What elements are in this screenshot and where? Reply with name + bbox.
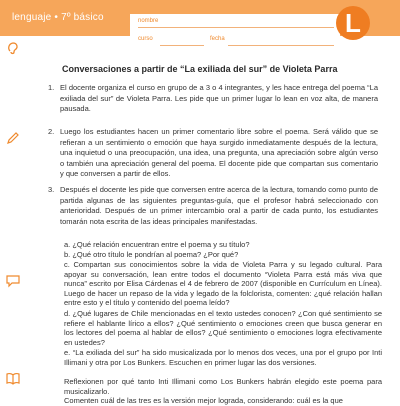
student-info-form: [130, 14, 340, 48]
course-label: curso: [138, 36, 153, 42]
book-icon: [5, 370, 21, 386]
course-line[interactable]: [160, 45, 204, 46]
item-text: Luego los estudiantes hacen un primer comentario libre sobre el poema. Será válido que se refieran a un sentimiento o emoción que haya surgido inmediatamente después de la lectura, una inquietud o una preocupación, una idea, una pregunta, una apreciación sobre algún verso o también una apreciación general del poema. El docente pide que compartan sus comentario y que conversen a partir de ellos.: [60, 127, 378, 178]
chat-icon: [5, 272, 21, 288]
question-e-comment: Comenten cuál de las tres es la versión mejor lograda, considerando: cuál es la que: [64, 396, 343, 405]
item-number: 2.: [48, 127, 55, 136]
question-d: d. ¿Qué lugares de Chile mencionadas en el texto ustedes conocen? ¿Con qué sentimiento se refiere el hablante lírico a ellos? ¿Qué sentimiento o emociones creen que busca generar en los lectores del poema al hablar de ellos? ¿Qué sentimiento o emociones logra efectivamente en ustedes?: [64, 309, 382, 347]
question-a: a. ¿Qué relación encuentran entre el poema y su título?: [64, 240, 250, 249]
pencil-icon: [5, 130, 21, 146]
subject-grade-label: lenguaje • 7º básico: [12, 12, 104, 23]
question-e-reflection: Reflexionen por qué tanto Inti Illimani como Los Bunkers habrán elegido este poema para musicalizarlo.: [64, 377, 382, 396]
subject-badge: L: [336, 6, 370, 40]
item-text: Después el docente les pide que conversen entre acerca de la lectura, tomando como punto de partida algunas de las siguientes preguntas-guía, que el profesor habrá seleccionado con anterioridad. Después de un primer intercambio oral a partir de cada punto, los estudiantes tomarán nota escrita de las ideas principales manifestadas.: [60, 185, 378, 226]
item-number: 3.: [48, 185, 55, 194]
ear-icon: [5, 40, 21, 56]
document-title: Conversaciones a partir de “La exiliada del sur” de Violeta Parra: [62, 64, 338, 74]
item-number: 1.: [48, 83, 55, 92]
item-text: El docente organiza el curso en grupo de a 3 o 4 integrantes, y les hace entrega del poema “La exiliada del sur” de Violeta Parra. Les pide que un primer lugar lo lean en voz alta, de manera pausada.: [60, 83, 378, 113]
question-e: e. “La exiliada del sur” ha sido musicalizada por lo menos dos veces, una por el grupo por Inti Illimani y otra por Los Bunkers. Escuchen en primer lugar las dos versiones.: [64, 348, 382, 367]
left-rail: [0, 36, 26, 400]
name-label: nombre: [138, 18, 159, 24]
name-line[interactable]: [138, 27, 334, 28]
date-line[interactable]: [228, 45, 334, 46]
question-c: c. Compartan sus conocimientos sobre la vida de Violeta Parra y su legado cultural. Para apoyar su conversación, lean entre todos el documento “Violeta Parra está más viva que nunca” escrito por Elisa Cárdenas el 4 de febrero de 2007 (disponible en Currículum en Línea). Luego de hacer un repaso de la vida y legado de la folclorista, comenten: ¿qué relación hallan entre esto y el título y contenido del poema leído?: [64, 260, 382, 308]
question-b: b. ¿Qué otro título le pondrían al poema? ¿Por qué?: [64, 250, 239, 259]
date-label: fecha: [210, 36, 225, 42]
